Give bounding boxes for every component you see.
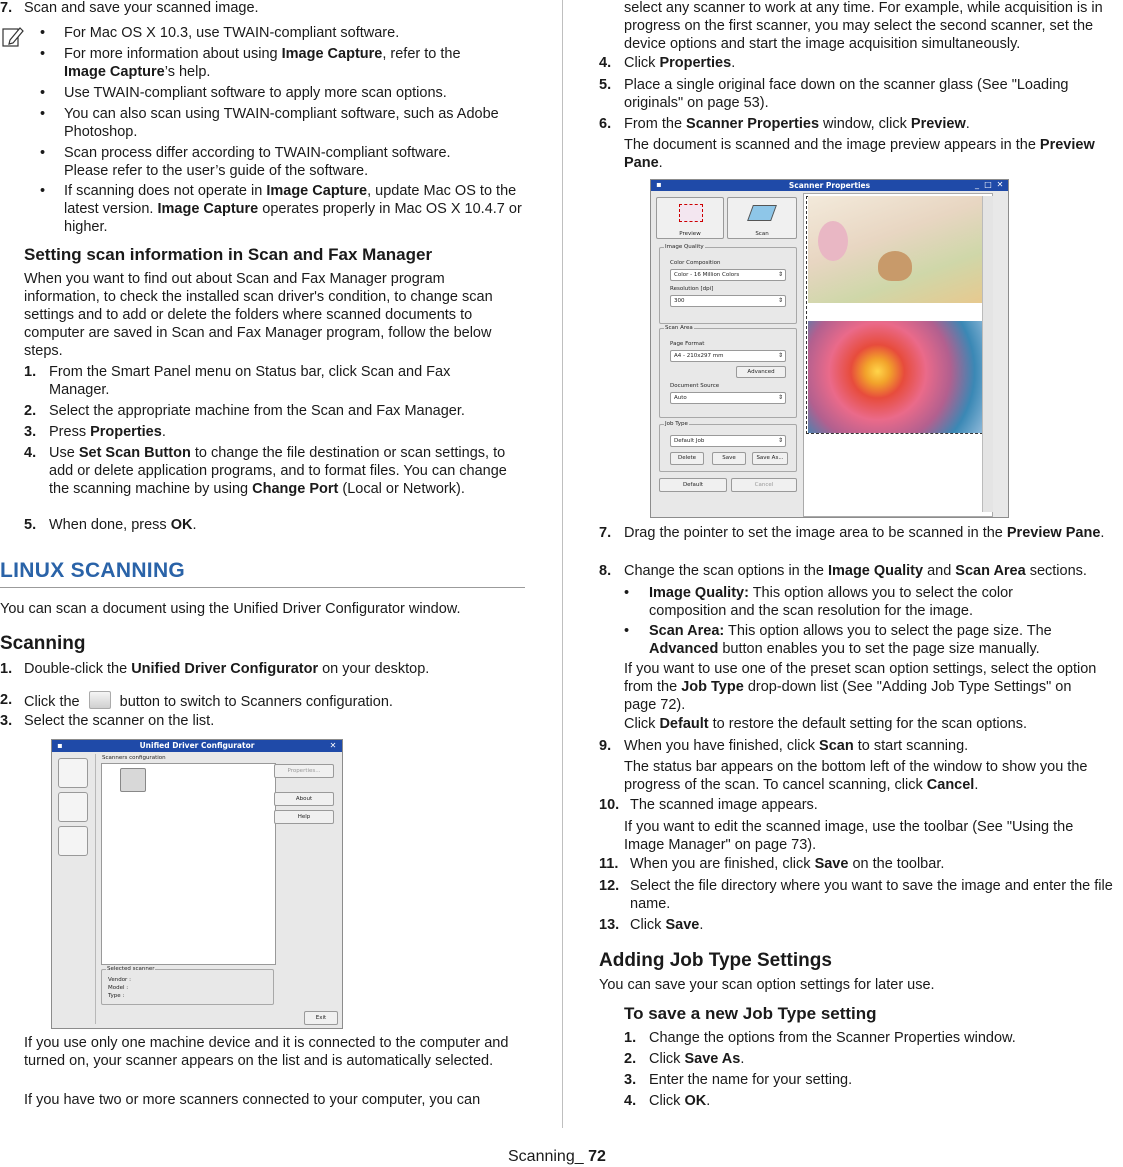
scan-button[interactable]: Scan [727, 197, 797, 239]
step-note: The document is scanned and the image preview appears in the Preview Pane. [624, 137, 1095, 171]
close-icon[interactable]: ✕ [996, 180, 1004, 189]
paragraph: If you have two or more scanners connected to your computer, you can [24, 1092, 481, 1108]
step-text: Click Properties. [624, 55, 736, 71]
step-text: Drag the pointer to set the image area to be scanned in the Preview Pane. [624, 525, 1105, 541]
port-config-icon[interactable] [58, 826, 88, 856]
step-text: Click OK. [649, 1093, 711, 1109]
note-text: Scan process differ according to TWAIN-compliant software. Please refer to the user’s guide of the software. [64, 145, 451, 179]
scanned-photo-flower [808, 321, 982, 433]
resolution-select[interactable]: 300 ⇕ [670, 295, 786, 307]
help-button[interactable]: Help [274, 810, 334, 824]
preview-pane[interactable] [803, 193, 993, 517]
section-title: LINUX SCANNING [0, 559, 186, 582]
note-text: For Mac OS X 10.3, use TWAIN-compliant software. [64, 25, 400, 41]
paragraph: When you want to find out about Scan and Fax Manager program information, to check the installed scan driver's condition, to change scan settings and to add or delete the folders where scanned documents to computer are saved in Scan and Fax Manager program, follow the below steps. [24, 271, 493, 359]
note-text: You can also scan using TWAIN-compliant software, such as Adobe Photoshop. [64, 106, 499, 140]
default-button[interactable]: Default [659, 478, 727, 492]
scanner-config-icon [89, 691, 111, 709]
step-text: When you are finished, click Save on the toolbar. [630, 856, 945, 872]
step-text: Enter the name for your setting. [649, 1072, 853, 1088]
scanner-icon[interactable] [120, 768, 146, 792]
bullet-text: Image Quality: This option allows you to select the color composition and the scan resolution for the image. [649, 585, 1014, 619]
scanner-config-icon[interactable] [58, 792, 88, 822]
window-title: Unified Driver Configurator [52, 740, 342, 752]
step-text: Change the options from the Scanner Properties window. [649, 1030, 1016, 1046]
window-menu-icon[interactable]: ▪ [57, 741, 63, 750]
step-text: The scanned image appears. [630, 797, 818, 813]
step-text: Use Set Scan Button to change the file destination or scan settings, to add or delete application programs, and to format files. You can change the scanning machine by using Change Port (Local or Network). [49, 445, 507, 497]
step-text: Place a single original face down on the scanner glass (See "Loading originals" on page 53). [624, 77, 1069, 111]
paragraph: You can save your scan option settings for later use. [599, 977, 935, 993]
image-quality-group: Image Quality Color Composition Color - 16 Million Colors ⇕ Resolution [dpi] 300 ⇕ [659, 247, 797, 324]
step-text: Press Properties. [49, 424, 166, 440]
document-source-select[interactable]: Auto ⇕ [670, 392, 786, 404]
note-text: If scanning does not operate in Image Capture, update Mac OS to the latest version. Image Capture operates properly in Mac OS X 10.4.7 or higher. [64, 183, 522, 235]
paragraph: Click Default to restore the default setting for the scan options. [624, 716, 1027, 732]
scrollbar[interactable] [982, 196, 993, 512]
subsection-heading: Setting scan information in Scan and Fax Manager [24, 245, 433, 264]
note-text: Use TWAIN-compliant software to apply more scan options. [64, 85, 447, 101]
job-type-group: Job Type Default Job ⇕ Delete Save Save As... [659, 424, 797, 472]
window-title: Scanner Properties [651, 180, 1008, 191]
step-text: Double-click the Unified Driver Configurator on your desktop. [24, 661, 430, 677]
section-intro: You can scan a document using the Unified Driver Configurator window. [0, 601, 461, 617]
group-label: Scanners configuration [102, 755, 166, 761]
procedure-title: To save a new Job Type setting [624, 1004, 877, 1023]
step-note: If you want to edit the scanned image, use the toolbar (See "Using the Image Manager" on page 73). [624, 819, 1074, 853]
close-icon[interactable]: ✕ [329, 741, 337, 750]
scanned-photo-kitten [808, 196, 982, 303]
color-composition-select[interactable]: Color - 16 Million Colors ⇕ [670, 269, 786, 281]
step-note: The status bar appears on the bottom left of the window to show you the progress of the scan. To cancel scanning, click Cancel. [624, 759, 1088, 793]
properties-button[interactable]: Properties... [274, 764, 334, 778]
step-text: Select the scanner on the list. [24, 713, 215, 729]
save-as-button[interactable]: Save As... [752, 452, 788, 465]
subsection-title: Scanning [0, 633, 86, 654]
scanner-properties-screenshot [650, 179, 1009, 518]
paragraph: If you want to use one of the preset scan option settings, select the option from the Job Type drop-down list (See "Adding Job Type Settings" on page 72). [624, 661, 1097, 713]
note-icon [2, 26, 24, 48]
delete-button[interactable]: Delete [670, 452, 704, 465]
step-text: From the Smart Panel menu on Status bar, click Scan and Fax Manager. [49, 364, 451, 398]
preview-icon [679, 204, 703, 222]
step-number: 7. [0, 0, 13, 16]
step-text: Select the file directory where you want to save the image and enter the file name. [630, 878, 1113, 912]
udc-window-screenshot [51, 739, 343, 1029]
save-button[interactable]: Save [712, 452, 746, 465]
preview-button[interactable]: Preview [656, 197, 724, 239]
advanced-button[interactable]: Advanced [736, 366, 786, 378]
section-rule [0, 587, 525, 588]
exit-button[interactable]: Exit [304, 1011, 338, 1025]
column-divider [562, 0, 563, 1128]
selected-scanner-group: Selected scanner Vendor : Model : Type : [101, 969, 274, 1005]
step-text: Scan and save your scanned image. [24, 0, 259, 16]
step-text: Click the button to switch to Scanners configuration. [24, 691, 393, 711]
step-text: When you have finished, click Scan to start scanning. [624, 738, 969, 754]
subsection-title: Adding Job Type Settings [599, 950, 832, 971]
about-button[interactable]: About [274, 792, 334, 806]
window-menu-icon[interactable]: ▪ [656, 180, 662, 189]
job-type-select[interactable]: Default Job ⇕ [670, 435, 786, 447]
page-number: 72 [588, 1148, 606, 1165]
scanner-list[interactable] [101, 763, 276, 965]
page-footer: Scanning_ 72 [508, 1148, 606, 1165]
step-text: Select the appropriate machine from the Scan and Fax Manager. [49, 403, 465, 419]
page-format-select[interactable]: A4 - 210x297 mm ⇕ [670, 350, 786, 362]
note-text: For more information about using Image Capture, refer to the Image Capture’s help. [64, 46, 461, 80]
paragraph: If you use only one machine device and it is connected to the computer and turned on, your scanner appears on the list and is automatically selected. [24, 1035, 509, 1069]
bullet-text: Scan Area: This option allows you to select the page size. The Advanced button enables you to set the page size manually. [649, 623, 1052, 657]
cancel-button[interactable]: Cancel [731, 478, 797, 492]
step-text: Click Save. [630, 917, 704, 933]
step-text: When done, press OK. [49, 517, 197, 533]
step-text: From the Scanner Properties window, click Preview. [624, 116, 970, 132]
printer-config-icon[interactable] [58, 758, 88, 788]
maximize-icon[interactable]: □ [984, 180, 992, 189]
step-text: Click Save As. [649, 1051, 745, 1067]
minimize-icon[interactable]: _ [975, 180, 979, 189]
step-text: Change the scan options in the Image Quality and Scan Area sections. [624, 563, 1087, 579]
scan-area-group: Scan Area Page Format A4 - 210x297 mm ⇕ Advanced Document Source Auto ⇕ [659, 328, 797, 418]
paragraph: select any scanner to work at any time. For example, while acquisition is in progress on the first scanner, you may select the second scanner, set the device options and start the image acquisition simultaneously. [624, 0, 1103, 52]
